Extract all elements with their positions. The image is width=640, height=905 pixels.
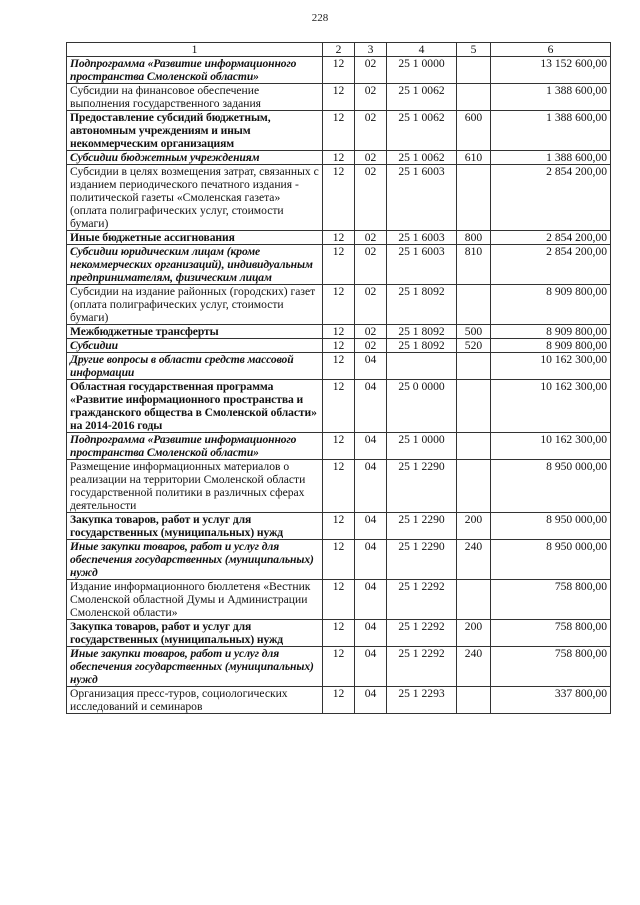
row-subsection: 02 bbox=[355, 325, 387, 339]
table-row bbox=[67, 580, 611, 620]
row-amount: 13 152 600,00 bbox=[491, 57, 611, 84]
row-amount: 1 388 600,00 bbox=[491, 151, 611, 165]
row-expense-type bbox=[457, 84, 491, 111]
row-subsection: 02 bbox=[355, 84, 387, 111]
row-target-article: 25 1 2292 bbox=[387, 647, 457, 687]
row-subsection: 04 bbox=[355, 647, 387, 687]
row-amount: 8 909 800,00 bbox=[491, 285, 611, 325]
row-section: 12 bbox=[323, 165, 355, 231]
row-amount: 8 950 000,00 bbox=[491, 540, 611, 580]
table-row bbox=[67, 460, 611, 513]
row-subsection: 04 bbox=[355, 540, 387, 580]
row-target-article: 25 1 0000 bbox=[387, 433, 457, 460]
row-subsection: 04 bbox=[355, 460, 387, 513]
row-subsection: 02 bbox=[355, 245, 387, 285]
header-cell-1: 1 bbox=[67, 43, 323, 57]
row-section: 12 bbox=[323, 433, 355, 460]
row-subsection: 04 bbox=[355, 433, 387, 460]
header-row bbox=[67, 43, 611, 57]
table-row bbox=[67, 433, 611, 460]
table-row bbox=[67, 540, 611, 580]
row-section: 12 bbox=[323, 380, 355, 433]
row-expense-type bbox=[457, 57, 491, 84]
row-amount: 1 388 600,00 bbox=[491, 84, 611, 111]
row-target-article: 25 1 0062 bbox=[387, 111, 457, 151]
row-name: Субсидии bbox=[67, 339, 323, 353]
row-target-article: 25 1 2292 bbox=[387, 620, 457, 647]
row-expense-type: 200 bbox=[457, 513, 491, 540]
row-target-article: 25 1 2290 bbox=[387, 540, 457, 580]
header-cell-4: 4 bbox=[387, 43, 457, 57]
row-name: Иные закупки товаров, работ и услуг для обеспечения государственных (муниципальных) нужд bbox=[67, 540, 323, 580]
row-name: Иные бюджетные ассигнования bbox=[67, 231, 323, 245]
row-section: 12 bbox=[323, 647, 355, 687]
row-expense-type bbox=[457, 380, 491, 433]
row-name: Подпрограмма «Развитие информационного пространства Смоленской области» bbox=[67, 433, 323, 460]
table-row bbox=[67, 687, 611, 714]
row-target-article: 25 1 6003 bbox=[387, 231, 457, 245]
header-cell-5: 5 bbox=[457, 43, 491, 57]
row-name: Субсидии юридическим лицам (кроме некоммерческих организаций), индивидуальным предпринимателям, физическим лицам bbox=[67, 245, 323, 285]
row-expense-type: 600 bbox=[457, 111, 491, 151]
row-name: Другие вопросы в области средств массовой информации bbox=[67, 353, 323, 380]
row-expense-type: 200 bbox=[457, 620, 491, 647]
row-section: 12 bbox=[323, 620, 355, 647]
row-expense-type bbox=[457, 165, 491, 231]
row-target-article: 25 1 8092 bbox=[387, 285, 457, 325]
row-expense-type: 610 bbox=[457, 151, 491, 165]
row-amount: 758 800,00 bbox=[491, 580, 611, 620]
row-name: Межбюджетные трансферты bbox=[67, 325, 323, 339]
row-expense-type bbox=[457, 353, 491, 380]
row-subsection: 04 bbox=[355, 620, 387, 647]
table-row bbox=[67, 513, 611, 540]
row-amount: 2 854 200,00 bbox=[491, 245, 611, 285]
table-row bbox=[67, 380, 611, 433]
row-subsection: 02 bbox=[355, 151, 387, 165]
row-expense-type bbox=[457, 285, 491, 325]
row-name: Субсидии на финансовое обеспечение выполнения государственного задания bbox=[67, 84, 323, 111]
row-expense-type: 500 bbox=[457, 325, 491, 339]
row-section: 12 bbox=[323, 687, 355, 714]
table-row bbox=[67, 325, 611, 339]
row-subsection: 02 bbox=[355, 111, 387, 151]
row-amount: 8 909 800,00 bbox=[491, 325, 611, 339]
row-section: 12 bbox=[323, 84, 355, 111]
table-row bbox=[67, 647, 611, 687]
row-amount: 10 162 300,00 bbox=[491, 380, 611, 433]
table-row bbox=[67, 339, 611, 353]
table-row bbox=[67, 285, 611, 325]
row-amount: 8 950 000,00 bbox=[491, 460, 611, 513]
row-name: Закупка товаров, работ и услуг для государственных (муниципальных) нужд bbox=[67, 620, 323, 647]
page-number: 228 bbox=[311, 12, 329, 24]
row-name: Субсидии бюджетным учреждениям bbox=[67, 151, 323, 165]
row-target-article: 25 1 2290 bbox=[387, 460, 457, 513]
row-name: Организация пресс-туров, социологических исследований и семинаров bbox=[67, 687, 323, 714]
row-target-article: 25 1 2290 bbox=[387, 513, 457, 540]
row-section: 12 bbox=[323, 151, 355, 165]
header-cell-3: 3 bbox=[355, 43, 387, 57]
row-target-article: 25 0 0000 bbox=[387, 380, 457, 433]
row-subsection: 02 bbox=[355, 165, 387, 231]
row-target-article: 25 1 6003 bbox=[387, 165, 457, 231]
row-expense-type: 240 bbox=[457, 540, 491, 580]
row-amount: 337 800,00 bbox=[491, 687, 611, 714]
row-section: 12 bbox=[323, 285, 355, 325]
budget-table bbox=[66, 42, 611, 714]
table-row bbox=[67, 165, 611, 231]
row-name: Предоставление субсидий бюджетным, автономным учреждениям и иным некоммерческим организациям bbox=[67, 111, 323, 151]
row-section: 12 bbox=[323, 513, 355, 540]
row-name: Иные закупки товаров, работ и услуг для обеспечения государственных (муниципальных) нужд bbox=[67, 647, 323, 687]
row-section: 12 bbox=[323, 460, 355, 513]
table-row bbox=[67, 57, 611, 84]
row-section: 12 bbox=[323, 580, 355, 620]
row-subsection: 02 bbox=[355, 339, 387, 353]
row-name: Субсидии на издание районных (городских) газет (оплата полиграфических услуг, стоимости бумаги) bbox=[67, 285, 323, 325]
row-target-article bbox=[387, 353, 457, 380]
row-target-article: 25 1 0000 bbox=[387, 57, 457, 84]
row-target-article: 25 1 0062 bbox=[387, 84, 457, 111]
row-name: Областная государственная программа «Развитие информационного пространства и гражданского общества в Смоленской области» на 2014-2016 годы bbox=[67, 380, 323, 433]
row-subsection: 02 bbox=[355, 285, 387, 325]
row-section: 12 bbox=[323, 245, 355, 285]
row-name: Издание информационного бюллетеня «Вестник Смоленской областной Думы и Администрации Смоленской области» bbox=[67, 580, 323, 620]
header-cell-6: 6 bbox=[491, 43, 611, 57]
row-expense-type bbox=[457, 433, 491, 460]
table-row bbox=[67, 620, 611, 647]
row-section: 12 bbox=[323, 57, 355, 84]
table-row bbox=[67, 245, 611, 285]
row-amount: 10 162 300,00 bbox=[491, 353, 611, 380]
row-section: 12 bbox=[323, 111, 355, 151]
row-subsection: 04 bbox=[355, 513, 387, 540]
table-row bbox=[67, 111, 611, 151]
row-expense-type: 800 bbox=[457, 231, 491, 245]
row-amount: 8 950 000,00 bbox=[491, 513, 611, 540]
row-expense-type bbox=[457, 460, 491, 513]
row-subsection: 04 bbox=[355, 353, 387, 380]
row-section: 12 bbox=[323, 325, 355, 339]
row-amount: 758 800,00 bbox=[491, 647, 611, 687]
row-expense-type: 520 bbox=[457, 339, 491, 353]
header-cell-2: 2 bbox=[323, 43, 355, 57]
row-section: 12 bbox=[323, 353, 355, 380]
row-expense-type bbox=[457, 687, 491, 714]
row-amount: 758 800,00 bbox=[491, 620, 611, 647]
row-subsection: 04 bbox=[355, 687, 387, 714]
row-expense-type: 240 bbox=[457, 647, 491, 687]
row-target-article: 25 1 2292 bbox=[387, 580, 457, 620]
row-name: Закупка товаров, работ и услуг для государственных (муниципальных) нужд bbox=[67, 513, 323, 540]
row-target-article: 25 1 8092 bbox=[387, 339, 457, 353]
table-row bbox=[67, 151, 611, 165]
row-amount: 2 854 200,00 bbox=[491, 165, 611, 231]
row-name: Подпрограмма «Развитие информационного пространства Смоленской области» bbox=[67, 57, 323, 84]
table-row bbox=[67, 231, 611, 245]
row-expense-type bbox=[457, 580, 491, 620]
row-target-article: 25 1 8092 bbox=[387, 325, 457, 339]
row-subsection: 04 bbox=[355, 580, 387, 620]
row-subsection: 02 bbox=[355, 231, 387, 245]
row-name: Субсидии в целях возмещения затрат, связанных с изданием периодического печатного издания - политической газеты «Смоленская газета» (оплата полиграфических услуг, стоимости бумаги) bbox=[67, 165, 323, 231]
row-target-article: 25 1 6003 bbox=[387, 245, 457, 285]
row-section: 12 bbox=[323, 339, 355, 353]
table-row bbox=[67, 84, 611, 111]
row-amount: 10 162 300,00 bbox=[491, 433, 611, 460]
row-amount: 2 854 200,00 bbox=[491, 231, 611, 245]
row-target-article: 25 1 0062 bbox=[387, 151, 457, 165]
row-amount: 1 388 600,00 bbox=[491, 111, 611, 151]
row-section: 12 bbox=[323, 231, 355, 245]
row-subsection: 02 bbox=[355, 57, 387, 84]
table-body bbox=[67, 57, 611, 714]
row-subsection: 04 bbox=[355, 380, 387, 433]
table-row bbox=[67, 353, 611, 380]
row-section: 12 bbox=[323, 540, 355, 580]
row-name: Размещение информационных материалов о реализации на территории Смоленской области государственной политики в различных сферах деятельности bbox=[67, 460, 323, 513]
row-target-article: 25 1 2293 bbox=[387, 687, 457, 714]
row-amount: 8 909 800,00 bbox=[491, 339, 611, 353]
row-expense-type: 810 bbox=[457, 245, 491, 285]
